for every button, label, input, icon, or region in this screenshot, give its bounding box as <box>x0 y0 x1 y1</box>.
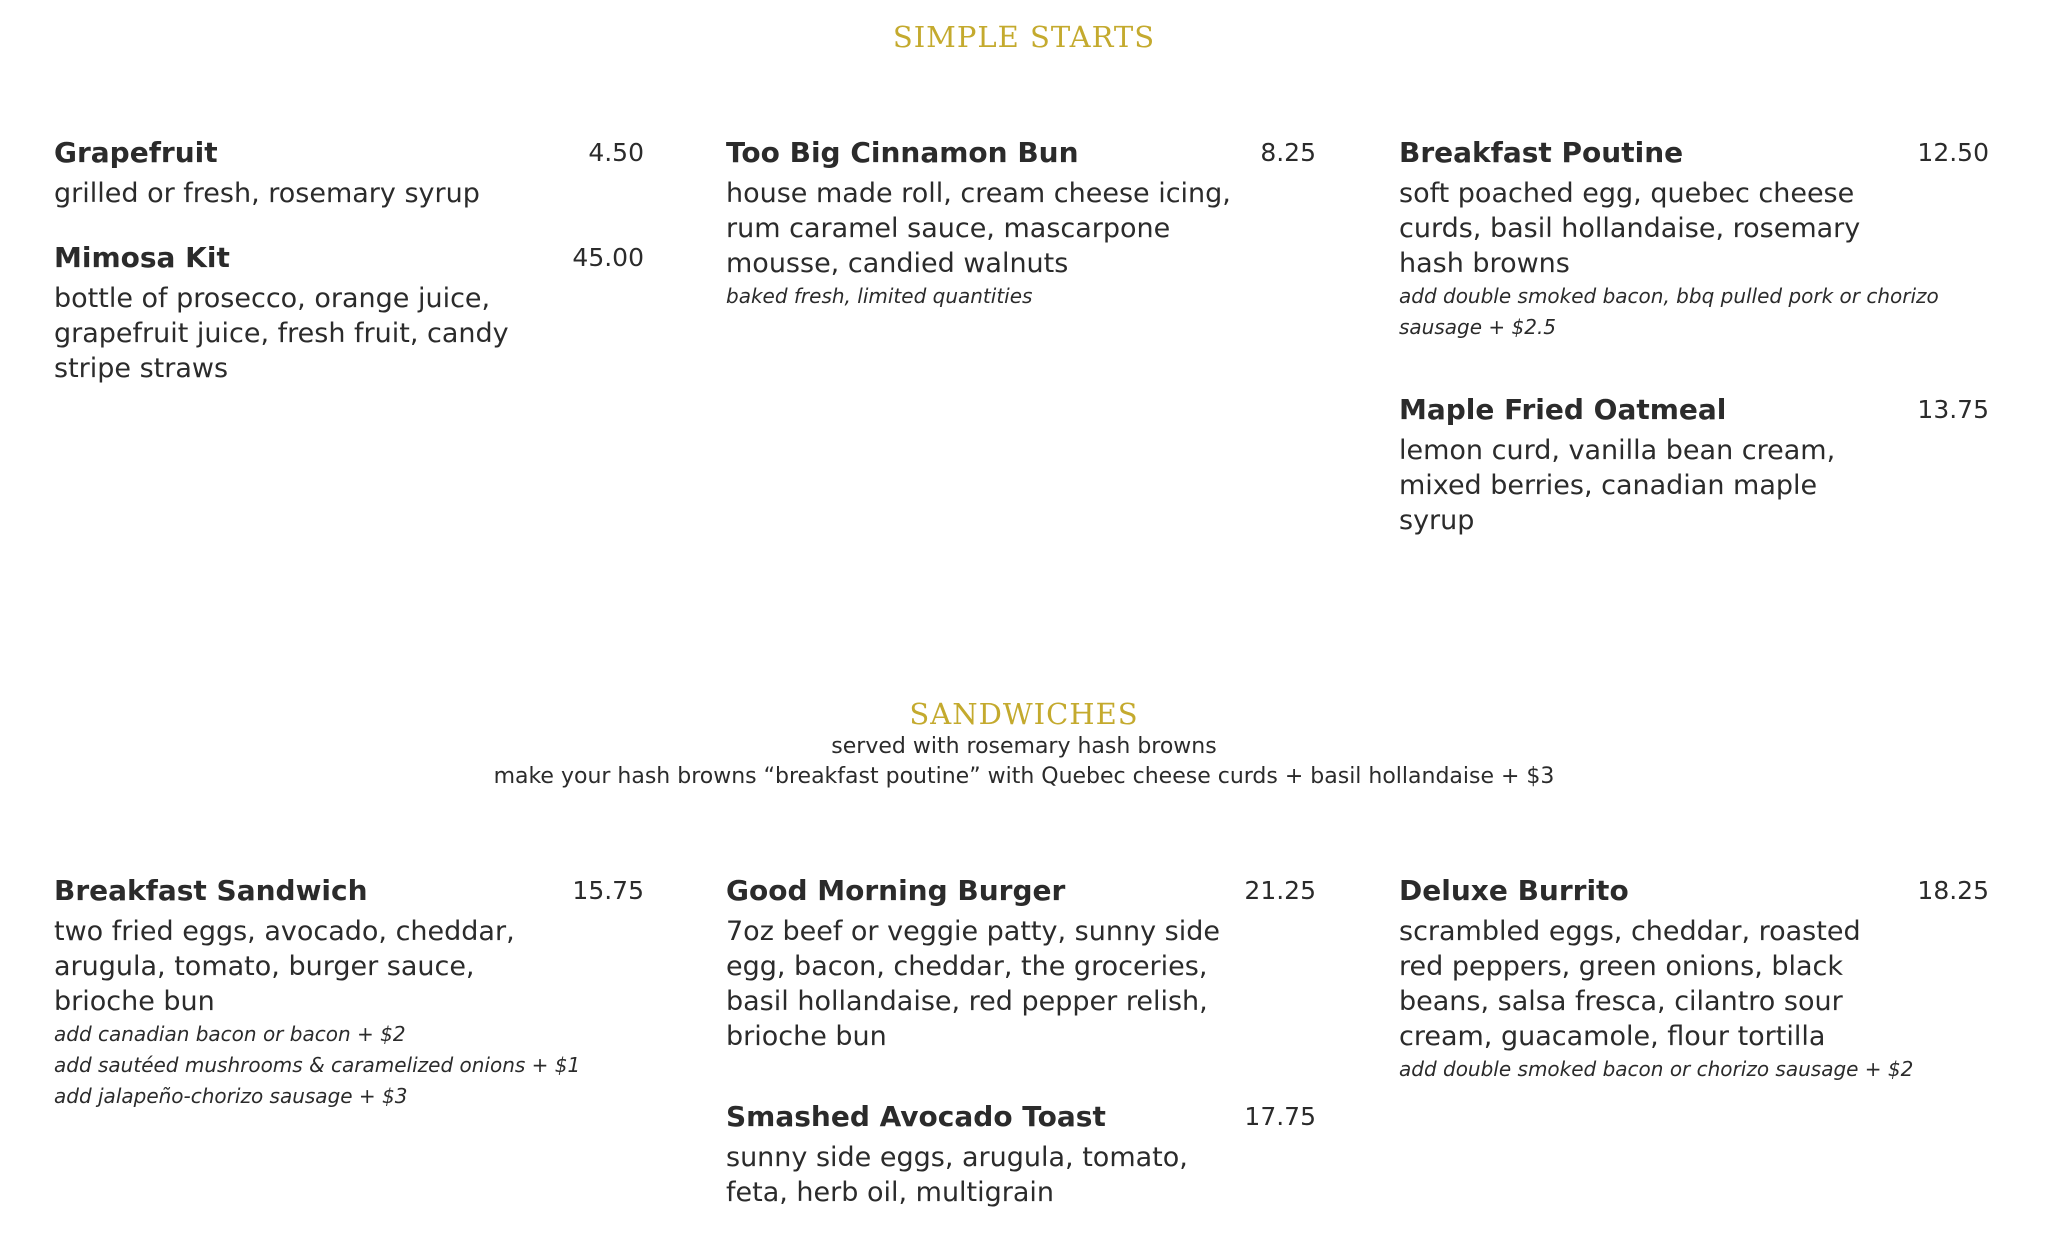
menu-item <box>1399 134 1989 343</box>
simple-starts-column-3 <box>1399 134 1989 586</box>
sandwiches-column-2 <box>726 872 1316 1258</box>
sandwiches-column-1 <box>54 872 644 1160</box>
section-note-sides: served with rosemary hash browns <box>831 734 1217 759</box>
menu-item <box>726 134 1316 312</box>
item-name: Mimosa Kit <box>54 241 230 274</box>
item-addon: add double smoked bacon, bbq pulled pork or chorizo sausage + $2.5 <box>1399 284 1939 339</box>
menu-item <box>54 239 644 386</box>
item-description: two fried eggs, avocado, cheddar, arugula, tomato, burger sauce, brioche bun <box>54 916 515 1017</box>
item-name: Maple Fried Oatmeal <box>1399 393 1727 426</box>
section-note-upgrade: make your hash browns “breakfast poutine” with Quebec cheese curds + basil hollandaise + $3 <box>493 764 1555 789</box>
item-name: Too Big Cinnamon Bun <box>726 136 1079 169</box>
item-description: house made roll, cream cheese icing, rum caramel sauce, mascarpone mousse, candied walnuts <box>726 178 1231 279</box>
item-addon: add sautéed mushrooms & caramelized onions + $1 <box>54 1053 581 1077</box>
simple-starts-column-2 <box>726 134 1316 360</box>
item-description: 7oz beef or veggie patty, sunny side egg, bacon, cheddar, the groceries, basil hollandaise, red pepper relish, brioche bun <box>726 916 1220 1052</box>
item-description: sunny side eggs, arugula, tomato, feta, herb oil, multigrain <box>726 1142 1188 1208</box>
item-price: 4.50 <box>588 138 644 167</box>
item-name: Breakfast Sandwich <box>54 874 368 907</box>
item-name: Good Morning Burger <box>726 874 1066 907</box>
menu-item <box>54 134 644 211</box>
item-price: 8.25 <box>1260 138 1316 167</box>
item-addon: add double smoked bacon or chorizo sausage + $2 <box>1399 1057 1914 1081</box>
item-description: lemon curd, vanilla bean cream, mixed berries, canadian maple syrup <box>1399 435 1836 536</box>
item-description: soft poached egg, quebec cheese curds, basil hollandaise, rosemary hash browns <box>1399 178 1861 279</box>
simple-starts-column-1 <box>54 134 644 434</box>
item-description: grilled or fresh, rosemary syrup <box>54 178 480 209</box>
menu-item <box>54 872 644 1112</box>
menu-item <box>1399 872 1989 1085</box>
item-price: 15.75 <box>572 876 644 905</box>
item-price: 13.75 <box>1917 395 1989 424</box>
menu-item <box>726 872 1316 1054</box>
item-name: Deluxe Burrito <box>1399 874 1629 907</box>
section-title-simple-starts: SIMPLE STARTS <box>892 20 1156 54</box>
item-addon: add canadian bacon or bacon + $2 <box>54 1022 406 1046</box>
item-price: 12.50 <box>1917 138 1989 167</box>
item-description: scrambled eggs, cheddar, roasted red peppers, green onions, black beans, salsa fresca, cilantro sour cream, guacamole, flour tortilla <box>1399 916 1861 1052</box>
section-title-sandwiches: SANDWICHES <box>909 697 1139 731</box>
sandwiches-column-3 <box>1399 872 1989 1133</box>
menu-item <box>726 1098 1316 1210</box>
item-addon: baked fresh, limited quantities <box>726 284 1033 308</box>
item-addon: add jalapeño-chorizo sausage + $3 <box>54 1084 408 1108</box>
item-price: 45.00 <box>572 243 644 272</box>
item-description: bottle of prosecco, orange juice, grapefruit juice, fresh fruit, candy stripe straws <box>54 283 509 384</box>
item-name: Grapefruit <box>54 136 218 169</box>
item-name: Smashed Avocado Toast <box>726 1100 1106 1133</box>
item-price: 21.25 <box>1244 876 1316 905</box>
item-price: 18.25 <box>1917 876 1989 905</box>
item-price: 17.75 <box>1244 1102 1316 1131</box>
item-name: Breakfast Poutine <box>1399 136 1684 169</box>
menu-item <box>1399 391 1989 538</box>
